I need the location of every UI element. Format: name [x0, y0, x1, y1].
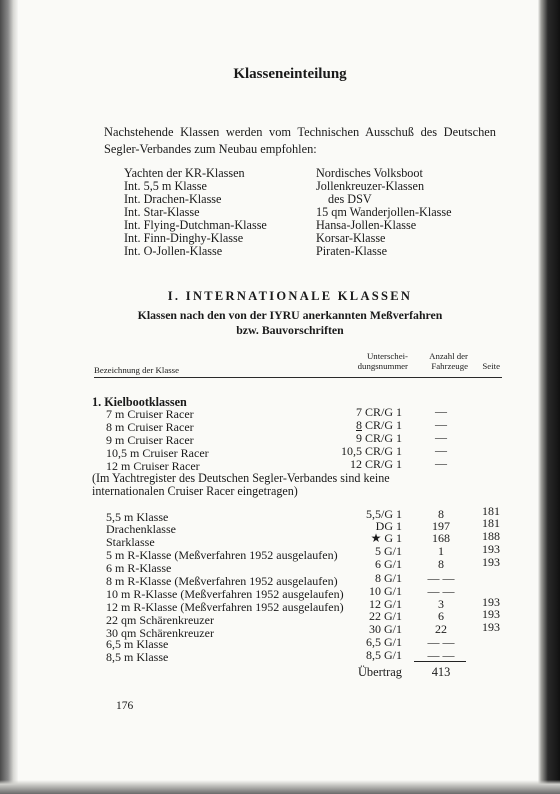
- class-list-item: Int. Finn-Dinghy-Klasse: [124, 231, 244, 245]
- group-title: 1. Kielbootklassen: [92, 395, 187, 409]
- table-row-name: 5,5 m Klasse: [106, 510, 169, 524]
- table-row-name: 9 m Cruiser Racer: [106, 433, 194, 447]
- table-row-count: — —: [427, 648, 455, 662]
- table-row-count: 197: [432, 519, 450, 533]
- table-row-number: ★ G 1: [370, 531, 402, 545]
- book-edge-right: [538, 0, 560, 794]
- class-list-item: Korsar-Klasse: [316, 231, 386, 245]
- table-row-number: 7 CR/G 1: [355, 405, 402, 419]
- class-list-item: Nordisches Volksboot: [316, 166, 423, 180]
- header-line: Unterschei-: [366, 351, 408, 361]
- table-row-name: 12 m Cruiser Racer: [106, 459, 200, 473]
- register-note: (Im Yachtregister des Deutschen Segler-Verbandes sind keine internationalen Cruiser Racer eingetragen): [92, 471, 390, 498]
- column-header-name: Bezeichnung der Klasse: [94, 365, 180, 375]
- table-row-name: 12 m R-Klasse (Meßverfahren 1952 ausgelaufen): [106, 600, 344, 614]
- class-list-item: Piraten-Klasse: [316, 244, 388, 258]
- recommended-classes-right: [316, 167, 452, 258]
- table-row-count: — —: [427, 584, 455, 598]
- table-row-name: 6,5 m Klasse: [106, 637, 169, 651]
- header-line: Fahrzeuge: [431, 361, 468, 371]
- table-row-count: 168: [432, 531, 450, 545]
- table-row-count: —: [435, 404, 447, 418]
- class-list-item: des DSV: [328, 192, 372, 206]
- header-rule: [94, 377, 502, 378]
- intro-paragraph: Nachstehende Klassen werden vom Technischen Ausschuß des Deutschen Segler-Verbandes zum Neubau empfohlen:: [104, 125, 496, 156]
- table-row-count: 22: [435, 622, 447, 636]
- table-row-count: 1: [438, 544, 444, 558]
- page-edge-bottom: [0, 780, 560, 794]
- table-row-name: Drachenklasse: [106, 522, 176, 536]
- table-row-page: 193: [482, 595, 500, 609]
- class-list-item: Int. O-Jollen-Klasse: [124, 244, 223, 258]
- table-row-name: 5 m R-Klasse (Meßverfahren 1952 ausgelaufen): [106, 548, 338, 562]
- table-row-name: 10,5 m Cruiser Racer: [106, 446, 209, 460]
- carry-over-value: 413: [431, 665, 451, 679]
- table-row-count: 6: [438, 609, 444, 623]
- table-row-name: 6 m R-Klasse: [106, 561, 172, 575]
- table-row-number: 9 CR/G 1: [355, 431, 402, 445]
- page-title: Klasseneinteilung: [233, 66, 347, 82]
- class-list-item: Int. 5,5 m Klasse: [124, 179, 207, 193]
- class-list-item: Int. Drachen-Klasse: [124, 192, 222, 206]
- class-list-item: Int. Flying-Dutchman-Klasse: [124, 218, 267, 232]
- table-row-count: 8: [438, 507, 444, 521]
- section-subheading-2: bzw. Bauvorschriften: [236, 323, 344, 337]
- table-row-number: 8 G/1: [375, 571, 402, 585]
- table-row-count: — —: [427, 635, 455, 649]
- column-header-number: [330, 351, 408, 371]
- table-row-number: 6,5 G/1: [366, 635, 402, 649]
- table-row-count: — —: [427, 571, 455, 585]
- carry-over-label: Übertrag: [357, 665, 402, 679]
- table-row-count: —: [435, 456, 447, 470]
- table-row-number: 10,5 CR/G 1: [340, 444, 402, 458]
- table-row-page: 193: [482, 542, 500, 556]
- page-number: 176: [116, 700, 134, 712]
- table-row-count: 8: [438, 557, 444, 571]
- class-list-item: Jollenkreuzer-Klassen: [316, 179, 425, 193]
- table-row-number: 5,5/G 1: [366, 507, 402, 521]
- table-row-count: 3: [438, 597, 444, 611]
- table-row-name: 10 m R-Klasse (Meßverfahren 1952 ausgelaufen): [106, 587, 344, 601]
- table-row-number: 12 G/1: [369, 597, 402, 611]
- column-header-page: Seite: [482, 361, 500, 371]
- column-header-count: [416, 351, 468, 371]
- table-row-number: 8,5 G/1: [366, 648, 402, 662]
- table-row-name: 22 qm Schärenkreuzer: [106, 613, 214, 627]
- section-heading: I. INTERNATIONALE KLASSEN: [167, 289, 413, 303]
- table-row-name: 7 m Cruiser Racer: [106, 407, 194, 421]
- header-line: Anzahl der: [429, 351, 468, 361]
- table-row-name: 8 m R-Klasse (Meßverfahren 1952 ausgelaufen): [106, 574, 338, 588]
- number-suffix: CR/G 1: [361, 418, 402, 432]
- table-row-count: —: [435, 417, 447, 431]
- sum-rule: [414, 661, 466, 662]
- table-row-count: —: [435, 443, 447, 457]
- table-row-number: 12 CR/G 1: [349, 457, 402, 471]
- table-row-number: DG 1: [375, 519, 402, 533]
- table-row-number: 5 G/1: [375, 544, 402, 558]
- table-row-number: 10 G/1: [369, 584, 402, 598]
- class-list-item: Int. Star-Klasse: [124, 205, 200, 219]
- recommended-classes-left: [124, 167, 267, 258]
- class-list-item: Hansa-Jollen-Klasse: [316, 218, 417, 232]
- header-line: dungsnummer: [357, 361, 408, 371]
- table-row-page: 193: [482, 620, 500, 634]
- table-row-page: 188: [482, 529, 500, 543]
- table-row-page: 193: [482, 607, 500, 621]
- section-subheading: Klassen nach den von der IYRU anerkannten Meßverfahren: [137, 308, 443, 322]
- number-prefix: 8: [355, 418, 362, 432]
- table-row-page: 193: [482, 555, 500, 569]
- table-row-name: 8,5 m Klasse: [106, 650, 169, 664]
- table-row-number: 6 G/1: [375, 557, 402, 571]
- table-row-name: 8 m Cruiser Racer: [106, 420, 194, 434]
- table-row-name: 30 qm Schärenkreuzer: [106, 626, 214, 640]
- table-row-page: 181: [482, 516, 500, 530]
- page-gutter-left: [0, 0, 18, 794]
- table-row-count: —: [435, 430, 447, 444]
- table-row-number: 30 G/1: [369, 622, 402, 636]
- class-list-item: Yachten der KR-Klassen: [124, 166, 245, 180]
- class-list-item: 15 qm Wanderjollen-Klasse: [316, 205, 452, 219]
- table-row-name: Starklasse: [106, 535, 155, 549]
- table-row-page: 181: [482, 504, 500, 518]
- table-row-number: 22 G/1: [369, 609, 402, 623]
